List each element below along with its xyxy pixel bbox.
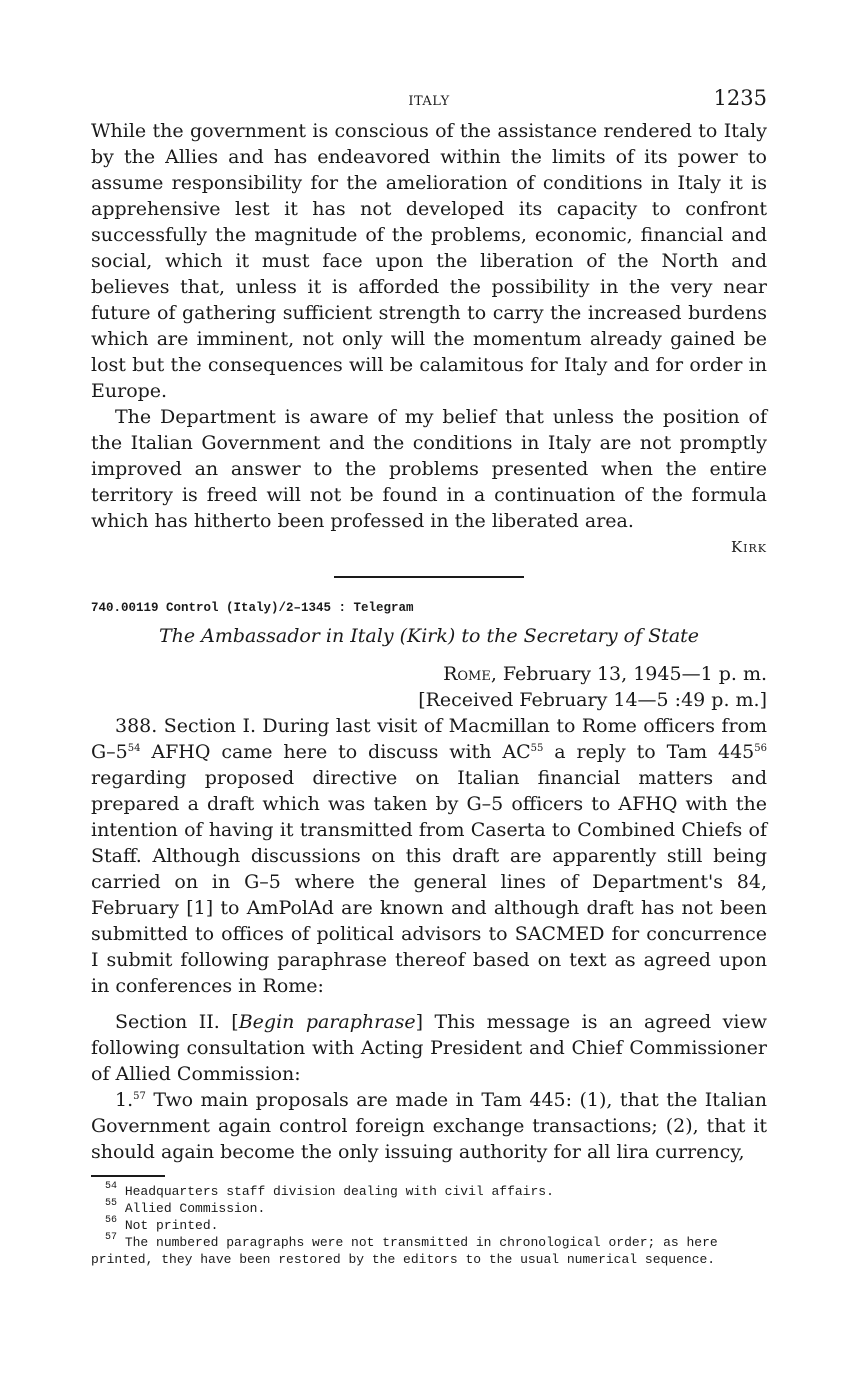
body-paragraph-2: The Department is aware of my belief that unless the position of the Italian Government and the conditions in Italy are not promptly improved an answer to the problems presented when the entire territory is freed will not be found in a continuation of the formula which has hitherto been professed in the liberated area. bbox=[91, 406, 767, 532]
received-line: [Received February 14—5 :49 p. m.] bbox=[418, 689, 767, 711]
section-1-text-b: AFHQ came here to discuss with AC bbox=[140, 741, 531, 763]
body-paragraph-1: While the government is conscious of the assistance rendered to Italy by the Allies and has endeavored within the limits of its power to assume responsibility for the amelioration of conditions in Italy it is apprehensive lest it has not developed its capacity to confront successfully the magnitude of the problems, economic, financial and social, which it must face upon the liberation of the North and believes that, unless it is afforded the possibility in the very near future of gathering sufficient strength to carry the increased burdens which are imminent, not only will the momentum already gained be lost but the consequences will be calamitous for Italy and for order in Europe. bbox=[91, 120, 767, 402]
footnote-text: Headquarters staff division dealing with civil affairs. bbox=[117, 1184, 554, 1199]
signature: Kirk bbox=[730, 538, 767, 556]
section-1-text-c: a reply to Tam 445 bbox=[543, 741, 755, 763]
page-number: 1235 bbox=[713, 86, 767, 110]
page bbox=[91, 84, 767, 1268]
place-date-line bbox=[91, 661, 767, 687]
section-1-paragraph bbox=[91, 713, 767, 999]
section-2-rest: ] This message is an agreed view following consultation with Acting President and Chief Commissioner of Allied Commission: bbox=[91, 1011, 767, 1085]
date-line: , February 13, 1945—1 p. m. bbox=[490, 663, 767, 685]
running-title: ITALY bbox=[408, 94, 450, 109]
page-header bbox=[91, 84, 767, 118]
footnote-mark: 55 bbox=[105, 1198, 118, 1209]
footnote-mark: 57 bbox=[105, 1232, 118, 1243]
section-1-text-a: 388. Section I. During last visit of Macmillan to Rome officers from G–5 bbox=[91, 715, 767, 763]
section-2-paragraph bbox=[91, 1009, 767, 1087]
title-name: Kirk bbox=[407, 625, 448, 647]
paragraph-1-text: Two main proposals are made in Tam 445: (1), that the Italian Government again control foreign exchange transactions; (2), that it should again become the only issuing authority for all lira currency, bbox=[91, 1089, 767, 1163]
footnote-54 bbox=[91, 1183, 767, 1200]
title-part-2: ) to the Secretary of State bbox=[447, 625, 700, 647]
footnote-text: Allied Commission. bbox=[117, 1201, 266, 1216]
footnote-mark: 54 bbox=[105, 1181, 118, 1192]
footnote-ref-56: 56 bbox=[754, 743, 767, 754]
footnote-text: The numbered paragraphs were not transmitted in chronological order; as here printed, they have been restored by the editors to the usual numerical sequence. bbox=[91, 1235, 718, 1267]
footnote-mark: 56 bbox=[105, 1215, 118, 1226]
section-1-text-d: regarding proposed directive on Italian financial matters and prepared a draft which was taken by G–5 officers to AFHQ with the intention of having it transmitted from Caserta to Combined Chiefs of Staff. Although discussions on this draft are apparently still being carried on in G–5 where the general lines of Department's 84, February [1] to AmPolAd are known and although draft has not been submitted to offices of political advisors to SACMED for concurrence I submit following paraphrase thereof based on text as agreed upon in conferences in Rome: bbox=[91, 767, 767, 997]
place: Rome bbox=[443, 663, 491, 685]
footnote-56 bbox=[91, 1217, 767, 1234]
title-part-1: The Ambassador in Italy ( bbox=[158, 625, 408, 647]
footnote-ref-54: 54 bbox=[127, 743, 141, 754]
dateline bbox=[91, 661, 767, 713]
section-2-lead: Section II. [ bbox=[115, 1011, 239, 1033]
footnote-55 bbox=[91, 1200, 767, 1217]
begin-paraphrase: Begin paraphrase bbox=[238, 1011, 416, 1033]
footnote-rule bbox=[91, 1175, 165, 1177]
document-title bbox=[91, 625, 767, 647]
footnotes bbox=[91, 1183, 767, 1268]
footnote-text: Not printed. bbox=[117, 1218, 219, 1233]
footnote-57 bbox=[91, 1234, 767, 1268]
section-divider bbox=[334, 576, 524, 578]
file-reference: 740.00119 Control (Italy)/2–1345 : Telegram bbox=[91, 601, 414, 615]
footnote-ref-55: 55 bbox=[530, 743, 544, 754]
footnote-ref-57: 57 bbox=[133, 1091, 146, 1102]
numbered-paragraph-1 bbox=[91, 1087, 767, 1165]
paragraph-number: 1. bbox=[115, 1089, 134, 1111]
